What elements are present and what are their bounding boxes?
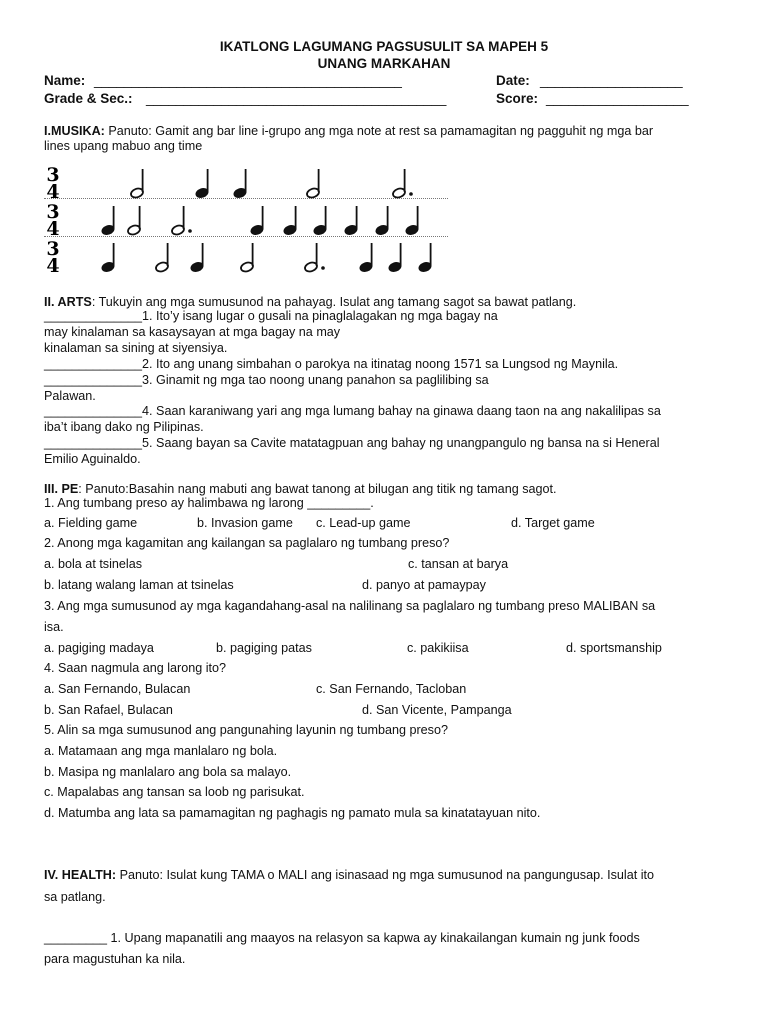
dotted-half-note	[171, 206, 192, 236]
pe-question-3-cont: isa.	[44, 620, 64, 634]
arts-line: iba’t ibang dako ng Pilipinas.	[44, 420, 204, 434]
time-signature-top: 3	[46, 203, 60, 223]
arts-line: ______________5. Saang bayan sa Cavite matatagpuan ang bahay ng unangpangulo ng bansa na si Heneral	[44, 436, 660, 450]
pe-question-5: 5. Alin sa mga sumusunod ang pangunahing layunin ng tumbang preso?	[44, 723, 448, 737]
music-row-1	[44, 166, 448, 202]
quarter-note	[101, 206, 116, 236]
choice-b: b. pagiging patas	[216, 641, 312, 655]
quarter-note	[250, 206, 265, 236]
choice-c: c. San Fernando, Tacloban	[316, 682, 467, 696]
quarter-note	[313, 206, 328, 236]
arts-line: Emilio Aguinaldo.	[44, 452, 141, 466]
page-title: IKATLONG LAGUMANG PAGSUSULIT SA MAPEH 5	[219, 39, 549, 54]
half-note	[155, 243, 170, 273]
name-field[interactable]: _________________________________________	[94, 73, 402, 88]
health-item-1: _________ 1. Upang mapanatili ang maayos na relasyon sa kapwa ay kinakailangan kumain ng junk foods	[44, 931, 640, 945]
arts-line: ______________4. Saan karaniwang yari ang mga lumang bahay na ginawa daang taon na ang nakalilipas sa	[44, 404, 661, 418]
choice-d: d. sportsmanship	[566, 641, 662, 655]
musika-instruction	[44, 124, 653, 138]
quarter-note	[344, 206, 359, 236]
arts-line: ______________2. Ito ang unang simbahan o parokya na itinatag noong 1571 sa Lungsod ng Maynila.	[44, 357, 619, 371]
quarter-note	[283, 206, 298, 236]
time-signature-top: 3	[46, 240, 60, 260]
quarter-note	[359, 243, 374, 273]
choice-d: d. Target game	[511, 516, 595, 530]
dotted-half-note	[392, 169, 413, 199]
half-note	[306, 169, 321, 199]
quarter-note	[190, 243, 205, 273]
choice-d: d. Matumba ang lata sa pamamagitan ng paghagis ng pamato mula sa kinatatayuan nito.	[44, 806, 541, 820]
arts-line: ______________3. Ginamit ng mga tao noong unang panahon sa paglilibing sa	[44, 373, 489, 387]
choice-a: a. San Fernando, Bulacan	[44, 682, 191, 696]
quarter-note	[375, 206, 390, 236]
choice-d: d. panyo at pamaypay	[362, 578, 486, 592]
quarter-note	[388, 243, 403, 273]
half-note	[240, 243, 255, 273]
arts-instruction-text: : Tukuyin ang mga sumusunod na pahayag. Isulat ang tamang sagot sa bawat patlang.	[91, 295, 577, 309]
arts-line: kinalaman sa sining at siyensiya.	[44, 341, 228, 355]
time-signature-bottom: 4	[46, 255, 60, 276]
pe-heading: III. PE	[44, 482, 79, 496]
music-row-3	[44, 240, 448, 276]
musika-heading: I.MUSIKA:	[44, 124, 105, 138]
choice-c: c. pakikiisa	[407, 641, 469, 655]
choice-a: a. Matamaan ang mga manlalaro ng bola.	[44, 744, 278, 758]
health-instruction-cont: sa patlang.	[44, 890, 106, 904]
choice-d: d. San Vicente, Pampanga	[362, 703, 512, 717]
health-item-1-cont: para magustuhan ka nila.	[44, 952, 186, 966]
arts-heading: II. ARTS	[44, 295, 92, 309]
choice-b: b. San Rafael, Bulacan	[44, 703, 173, 717]
pe-question-3: 3. Ang mga sumusunod ay mga kagandahang-asal na nalilinang sa paglalaro ng tumbang preso MALIBAN sa	[44, 599, 656, 613]
quarter-note	[195, 169, 210, 199]
arts-line: may kinalaman sa kasaysayan at mga bagay na may	[44, 325, 341, 339]
half-note	[130, 169, 145, 199]
dotted-half-note	[304, 243, 325, 273]
quarter-note	[101, 243, 116, 273]
name-label: Name:	[44, 73, 86, 88]
health-instruction	[44, 868, 654, 882]
health-instruction-text: Panuto: Isulat kung TAMA o MALI ang isinasaad ng mga sumusunod na pangungusap. Isulat ito	[116, 868, 654, 882]
musika-instruction-text: Panuto: Gamit ang bar line i-grupo ang mga note at rest sa pamamagitan ng pagguhit ng mga bar	[104, 124, 654, 138]
time-signature-top: 3	[46, 166, 60, 186]
choice-c: c. Mapalabas ang tansan sa loob ng parisukat.	[44, 785, 305, 799]
score-label: Score:	[496, 91, 539, 106]
choice-b: b. latang walang laman at tsinelas	[44, 578, 234, 592]
choice-c: c. tansan at barya	[408, 557, 509, 571]
arts-line: ______________1. Ito’y isang lugar o gusali na pinaglalagakan ng mga bagay na	[44, 309, 498, 323]
choice-a: a. pagiging madaya	[44, 641, 154, 655]
musika-instruction-cont: lines upang mabuo ang time	[44, 139, 203, 153]
time-signature-bottom: 4	[46, 218, 60, 239]
choice-b: b. Masipa ng manlalaro ang bola sa malayo.	[44, 765, 292, 779]
pe-instruction	[44, 482, 557, 496]
half-note	[127, 206, 142, 236]
music-row-2	[44, 203, 448, 239]
date-field[interactable]: ___________________	[540, 73, 683, 88]
quarter-note	[405, 206, 420, 236]
grade-label: Grade & Sec.:	[44, 91, 133, 106]
arts-line: Palawan.	[44, 389, 96, 403]
pe-instruction-text: : Panuto:Basahin nang mabuti ang bawat tanong at bilugan ang titik ng tamang sagot.	[78, 482, 557, 496]
pe-question-2: 2. Anong mga kagamitan ang kailangan sa paglalaro ng tumbang preso?	[44, 536, 450, 550]
choice-a: a. bola at tsinelas	[44, 557, 143, 571]
arts-instruction	[44, 295, 576, 309]
health-heading: IV. HEALTH:	[44, 868, 117, 882]
score-field[interactable]: ___________________	[546, 91, 689, 106]
choice-c: c. Lead-up game	[316, 516, 411, 530]
time-signature-bottom: 4	[46, 181, 60, 202]
quarter-note	[418, 243, 433, 273]
choice-b: b. Invasion game	[197, 516, 293, 530]
choice-a: a. Fielding game	[44, 516, 138, 530]
pe-question-4: 4. Saan nagmula ang larong ito?	[44, 661, 227, 675]
quarter-note	[233, 169, 248, 199]
page-subtitle: UNANG MARKAHAN	[317, 56, 451, 71]
pe-question-1: 1. Ang tumbang preso ay halimbawa ng larong _________.	[44, 496, 374, 510]
grade-field[interactable]: ________________________________________	[146, 91, 447, 106]
date-label: Date:	[496, 73, 530, 88]
